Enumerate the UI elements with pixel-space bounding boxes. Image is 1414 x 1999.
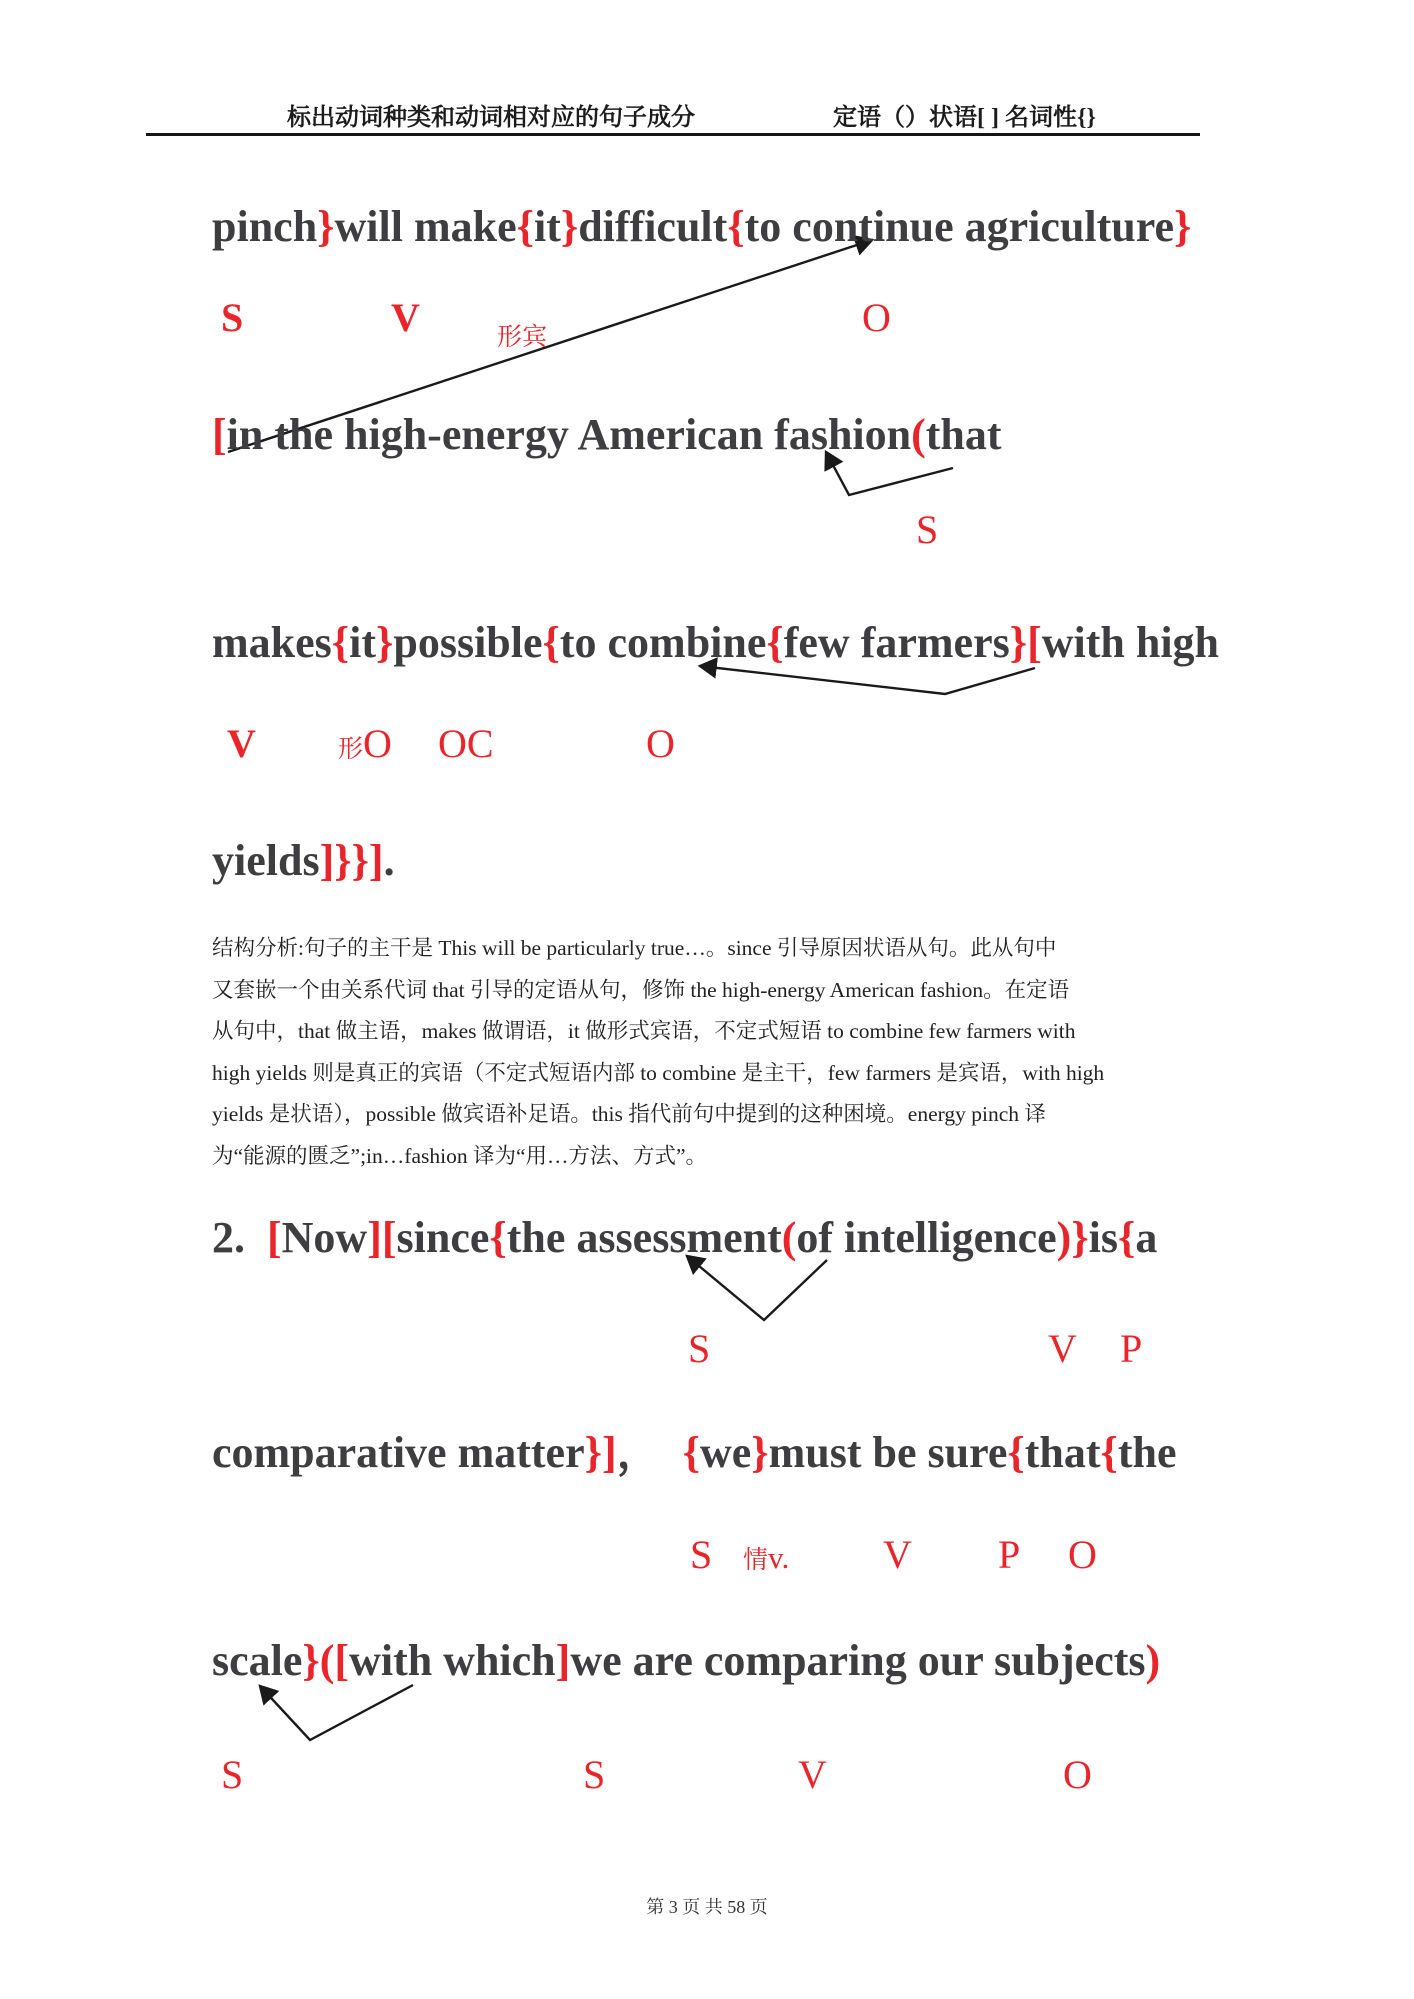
label-object-subjects: [1063, 1753, 1092, 1797]
text-segment: {: [1118, 1213, 1136, 1262]
text-segment: 形宾: [497, 324, 548, 351]
text-segment: OC: [438, 721, 494, 766]
label-verb-1: [391, 296, 420, 340]
text-segment: few farmers: [783, 618, 1010, 667]
label-subject-since-clause: [688, 1327, 710, 1371]
label-verb-since-clause: [1048, 1327, 1077, 1371]
text-segment: pinch: [212, 202, 318, 251]
analysis-line: 又套嵌一个由关系代词 that 引导的定语从句，修饰 the high-energy American fashion。在定语: [212, 977, 1070, 1002]
sentence-line-2: [212, 411, 1002, 459]
text-segment: the: [1117, 1428, 1177, 1477]
label-verb-comparing: [798, 1753, 827, 1797]
text-segment: {: [516, 202, 534, 251]
arrow-with-to-combine: [700, 666, 1035, 694]
text-segment: ][: [367, 1213, 397, 1262]
text-segment: we are comparing our subjects: [570, 1636, 1146, 1685]
text-segment: 2.: [212, 1213, 267, 1262]
page-number-footer: 第 3 页 共 58 页: [646, 1897, 768, 1917]
text-segment: P: [998, 1532, 1021, 1577]
text-segment: ]: [555, 1636, 571, 1685]
analysis-line: 结构分析:句子的主干是 This will be particularly true…。since 引导原因状语从句。此从句中: [212, 936, 1057, 960]
text-segment: Now: [281, 1213, 368, 1262]
label-modal-verb: [743, 1533, 789, 1577]
text-segment: {: [727, 202, 745, 251]
text-segment: }: [1174, 202, 1192, 251]
analysis-line: 为“能源的匮乏”;in…fashion 译为“用…方法、方式”。: [212, 1143, 708, 1168]
text-segment: {: [766, 618, 784, 667]
text-segment: is: [1088, 1213, 1119, 1262]
label-predicative-main: [998, 1533, 1020, 1577]
text-segment: S: [690, 1532, 713, 1577]
sentence-line-5: [212, 1214, 1157, 1262]
analysis-line: high yields 则是真正的宾语（不定式短语内部 to combine 是主干，few farmers 是宾语，with high: [212, 1060, 1105, 1085]
label-object-complement: [438, 722, 494, 766]
arrow-s-to-assessment: [687, 1256, 827, 1320]
text-segment: V: [227, 721, 256, 766]
text-segment: }: [317, 202, 335, 251]
text-segment: {: [542, 618, 560, 667]
text-segment: [: [212, 410, 227, 459]
label-formal-object-2: [338, 722, 392, 766]
text-segment: of intelligence: [796, 1213, 1057, 1262]
text-segment: P: [1120, 1326, 1143, 1371]
text-segment: {: [1100, 1428, 1118, 1477]
text-segment: makes: [212, 618, 332, 667]
label-subject-main: [690, 1533, 712, 1577]
text-segment: will make: [334, 202, 517, 251]
text-segment: 形: [338, 736, 364, 763]
text-segment: }[: [1009, 618, 1042, 667]
text-segment: (: [911, 410, 926, 459]
text-segment: }([: [302, 1636, 350, 1685]
label-subject-we: [583, 1753, 605, 1797]
text-segment: V: [883, 1532, 912, 1577]
text-segment: O: [1063, 1752, 1092, 1797]
text-segment: with which: [349, 1636, 556, 1685]
text-segment: {: [489, 1213, 507, 1262]
label-verb-2: [227, 722, 256, 766]
text-segment: that: [925, 410, 1002, 459]
text-segment: }: [376, 618, 394, 667]
text-segment: it: [349, 618, 377, 667]
label-object-main: [1068, 1533, 1097, 1577]
text-segment: comparative matter: [212, 1428, 585, 1477]
text-segment: since: [396, 1213, 490, 1262]
label-verb-main: [883, 1533, 912, 1577]
text-segment: V: [391, 295, 420, 340]
text-segment: v.: [768, 1540, 790, 1575]
text-segment: scale: [212, 1636, 303, 1685]
text-segment: with high: [1041, 618, 1220, 667]
text-segment: ]}}]: [319, 836, 384, 885]
text-segment: we: [699, 1428, 752, 1477]
text-segment: O: [646, 721, 675, 766]
label-predicative-since-clause: [1120, 1327, 1142, 1371]
arrow-s-to-scale: [260, 1685, 413, 1740]
header-right-legend: 定语（）状语[ ] 名词性{}: [833, 105, 1096, 131]
text-segment: }]: [584, 1428, 617, 1477]
label-object-2: [646, 722, 675, 766]
sentence-line-6: [212, 1429, 1177, 1477]
text-segment: )}: [1056, 1213, 1089, 1262]
text-segment: V: [1048, 1326, 1077, 1371]
text-segment: to continue agriculture: [744, 202, 1175, 251]
text-segment: }: [560, 202, 579, 251]
text-segment: S: [688, 1326, 711, 1371]
text-segment: to combine: [559, 618, 767, 667]
text-segment: }: [751, 1428, 769, 1477]
text-segment: S: [916, 507, 939, 552]
text-segment: {: [331, 618, 350, 667]
text-segment: O: [363, 721, 392, 766]
text-segment: 情: [743, 1547, 769, 1574]
text-segment: possible: [393, 618, 543, 667]
sentence-line-1: [212, 203, 1191, 251]
text-segment: O: [1068, 1532, 1097, 1577]
structure-analysis-paragraph: [212, 928, 1222, 1177]
text-segment: a: [1135, 1213, 1158, 1262]
text-segment: in the high-energy American fashion: [226, 410, 912, 459]
text-segment: ，: [616, 1428, 683, 1477]
sentence-line-3: [212, 619, 1219, 667]
text-segment: [: [267, 1213, 282, 1262]
text-segment: that: [1024, 1428, 1101, 1477]
text-segment: S: [221, 295, 244, 340]
text-segment: yields: [212, 836, 320, 885]
label-subject-scale: [221, 1753, 243, 1797]
text-segment: {: [1007, 1428, 1025, 1477]
text-segment: {: [682, 1428, 700, 1477]
text-segment: it: [533, 202, 561, 251]
text-segment: must be sure: [768, 1428, 1008, 1477]
text-segment: the assessment: [506, 1213, 782, 1262]
label-formal-object-1: [497, 310, 547, 354]
header-divider: [146, 133, 1200, 136]
text-segment: O: [862, 295, 891, 340]
text-segment: (: [781, 1213, 797, 1262]
text-segment: ): [1145, 1636, 1161, 1685]
label-subject-1: [221, 296, 243, 340]
label-subject-that-clause: [916, 508, 938, 552]
analysis-line: yields 是状语），possible 做宾语补足语。this 指代前句中提到的这种困境。energy pinch 译: [212, 1102, 1046, 1126]
text-segment: S: [583, 1752, 606, 1797]
analysis-line: 从句中，that 做主语，makes 做谓语，it 做形式宾语，不定式短语 to combine few farmers with: [212, 1019, 1076, 1043]
text-segment: V: [798, 1752, 827, 1797]
sentence-line-4: [212, 837, 395, 885]
text-segment: S: [221, 1752, 244, 1797]
header-left-title: 标出动词种类和动词相对应的句子成分: [287, 105, 695, 131]
label-object-1: [862, 296, 891, 340]
text-segment: .: [383, 836, 395, 885]
text-segment: difficult: [578, 202, 728, 251]
sentence-line-7: [212, 1637, 1160, 1685]
